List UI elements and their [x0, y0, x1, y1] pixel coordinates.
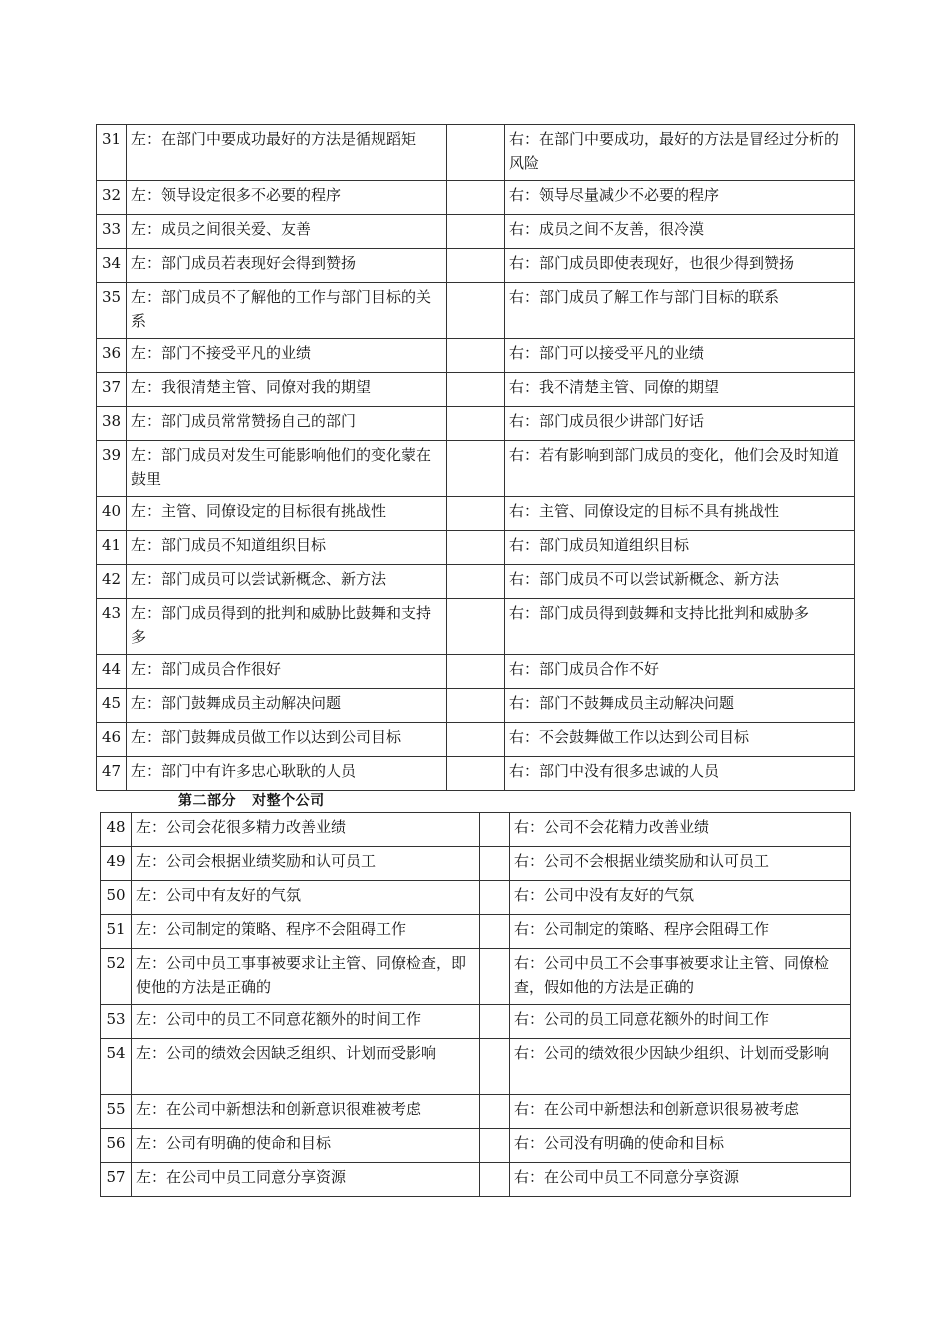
left-statement: 左：公司中有友好的气氛 — [132, 881, 480, 915]
left-statement: 左：部门成员若表现好会得到赞扬 — [127, 249, 447, 283]
rating-cell[interactable] — [447, 497, 505, 531]
item-number: 35 — [97, 283, 127, 339]
rating-cell[interactable] — [480, 1005, 510, 1039]
rating-cell[interactable] — [447, 283, 505, 339]
left-statement: 左：公司中的员工不同意花额外的时间工作 — [132, 1005, 480, 1039]
rating-cell[interactable] — [480, 813, 510, 847]
rating-cell[interactable] — [447, 565, 505, 599]
item-number: 39 — [97, 441, 127, 497]
left-statement: 左：领导设定很多不必要的程序 — [127, 181, 447, 215]
table-row — [97, 565, 855, 599]
table-row — [97, 283, 855, 339]
section-title-part2: 第二部分 对整个公司 — [178, 793, 325, 809]
table-row — [97, 249, 855, 283]
rating-cell[interactable] — [480, 1163, 510, 1197]
right-statement: 右：我不清楚主管、同僚的期望 — [505, 373, 855, 407]
left-statement: 左：部门成员合作很好 — [127, 655, 447, 689]
right-statement: 右：公司不会根据业绩奖励和认可员工 — [510, 847, 851, 881]
left-statement: 左：部门成员不知道组织目标 — [127, 531, 447, 565]
item-number: 50 — [101, 881, 132, 915]
left-statement: 左：部门鼓舞成员主动解决问题 — [127, 689, 447, 723]
right-statement: 右：公司制定的策略、程序会阻碍工作 — [510, 915, 851, 949]
table-row — [101, 881, 851, 915]
left-statement: 左：部门成员不了解他的工作与部门目标的关系 — [127, 283, 447, 339]
rating-cell[interactable] — [447, 407, 505, 441]
left-statement: 左：在部门中要成功最好的方法是循规蹈矩 — [127, 125, 447, 181]
item-number: 34 — [97, 249, 127, 283]
rating-cell[interactable] — [480, 847, 510, 881]
right-statement: 右：在公司中新想法和创新意识很易被考虑 — [510, 1095, 851, 1129]
rating-cell[interactable] — [447, 531, 505, 565]
table-row — [101, 1095, 851, 1129]
item-number: 45 — [97, 689, 127, 723]
left-statement: 左：公司的绩效会因缺乏组织、计划而受影响 — [132, 1039, 480, 1095]
item-number: 48 — [101, 813, 132, 847]
right-statement: 右：部门成员了解工作与部门目标的联系 — [505, 283, 855, 339]
table-row — [101, 949, 851, 1005]
item-number: 37 — [97, 373, 127, 407]
left-statement: 左：在公司中员工同意分享资源 — [132, 1163, 480, 1197]
table-row — [97, 373, 855, 407]
left-statement: 左：成员之间很关爱、友善 — [127, 215, 447, 249]
left-statement: 左：公司有明确的使命和目标 — [132, 1129, 480, 1163]
right-statement: 右：在公司中员工不同意分享资源 — [510, 1163, 851, 1197]
item-number: 38 — [97, 407, 127, 441]
table-row — [97, 441, 855, 497]
left-statement: 左：我很清楚主管、同僚对我的期望 — [127, 373, 447, 407]
rating-cell[interactable] — [447, 215, 505, 249]
right-statement: 右：在部门中要成功，最好的方法是冒经过分析的风险 — [505, 125, 855, 181]
rating-cell[interactable] — [447, 599, 505, 655]
table-row — [101, 1039, 851, 1095]
rating-cell[interactable] — [480, 1129, 510, 1163]
right-statement: 右：部门成员知道组织目标 — [505, 531, 855, 565]
item-number: 49 — [101, 847, 132, 881]
rating-cell[interactable] — [447, 689, 505, 723]
table-row — [97, 531, 855, 565]
right-statement: 右：公司没有明确的使命和目标 — [510, 1129, 851, 1163]
right-statement: 右：主管、同僚设定的目标不具有挑战性 — [505, 497, 855, 531]
item-number: 57 — [101, 1163, 132, 1197]
table-row — [101, 1005, 851, 1039]
table-row — [97, 407, 855, 441]
table-row — [97, 181, 855, 215]
part1-table — [96, 124, 855, 791]
right-statement: 右：若有影响到部门成员的变化，他们会及时知道 — [505, 441, 855, 497]
left-statement: 左：在公司中新想法和创新意识很难被考虑 — [132, 1095, 480, 1129]
rating-cell[interactable] — [480, 1039, 510, 1095]
rating-cell[interactable] — [480, 915, 510, 949]
item-number: 33 — [97, 215, 127, 249]
table-row — [101, 847, 851, 881]
item-number: 43 — [97, 599, 127, 655]
right-statement: 右：部门成员得到鼓舞和支持比批判和威胁多 — [505, 599, 855, 655]
table-row — [101, 1163, 851, 1197]
item-number: 46 — [97, 723, 127, 757]
item-number: 41 — [97, 531, 127, 565]
table-row — [97, 655, 855, 689]
right-statement: 右：公司中员工不会事事被要求让主管、同僚检查，假如他的方法是正确的 — [510, 949, 851, 1005]
right-statement: 右：部门成员合作不好 — [505, 655, 855, 689]
rating-cell[interactable] — [447, 655, 505, 689]
item-number: 32 — [97, 181, 127, 215]
left-statement: 左：主管、同僚设定的目标很有挑战性 — [127, 497, 447, 531]
rating-cell[interactable] — [447, 441, 505, 497]
right-statement: 右：成员之间不友善，很冷漠 — [505, 215, 855, 249]
left-statement: 左：部门成员可以尝试新概念、新方法 — [127, 565, 447, 599]
rating-cell[interactable] — [480, 949, 510, 1005]
right-statement: 右：部门成员很少讲部门好话 — [505, 407, 855, 441]
left-statement: 左：公司会根据业绩奖励和认可员工 — [132, 847, 480, 881]
item-number: 36 — [97, 339, 127, 373]
rating-cell[interactable] — [447, 339, 505, 373]
item-number: 51 — [101, 915, 132, 949]
left-statement: 左：公司会花很多精力改善业绩 — [132, 813, 480, 847]
table-row — [97, 723, 855, 757]
item-number: 53 — [101, 1005, 132, 1039]
item-number: 55 — [101, 1095, 132, 1129]
right-statement: 右：领导尽量减少不必要的程序 — [505, 181, 855, 215]
left-statement: 左：公司制定的策略、程序不会阻碍工作 — [132, 915, 480, 949]
item-number: 56 — [101, 1129, 132, 1163]
left-statement: 左：部门成员得到的批判和威胁比鼓舞和支持多 — [127, 599, 447, 655]
table-row — [97, 599, 855, 655]
left-statement: 左：公司中员工事事被要求让主管、同僚检查，即使他的方法是正确的 — [132, 949, 480, 1005]
item-number: 31 — [97, 125, 127, 181]
table-row — [101, 813, 851, 847]
right-statement: 右：公司的绩效很少因缺少组织、计划而受影响 — [510, 1039, 851, 1095]
table-row — [97, 757, 855, 791]
right-statement: 右：公司中没有友好的气氛 — [510, 881, 851, 915]
right-statement: 右：部门可以接受平凡的业绩 — [505, 339, 855, 373]
left-statement: 左：部门不接受平凡的业绩 — [127, 339, 447, 373]
table-row — [97, 125, 855, 181]
left-statement: 左：部门成员常常赞扬自己的部门 — [127, 407, 447, 441]
right-statement: 右：不会鼓舞做工作以达到公司目标 — [505, 723, 855, 757]
table-row — [97, 339, 855, 373]
rating-cell[interactable] — [447, 373, 505, 407]
item-number: 42 — [97, 565, 127, 599]
right-statement: 右：部门成员即使表现好，也很少得到赞扬 — [505, 249, 855, 283]
table-row — [97, 497, 855, 531]
right-statement: 右：公司的员工同意花额外的时间工作 — [510, 1005, 851, 1039]
right-statement: 右：部门中没有很多忠诚的人员 — [505, 757, 855, 791]
rating-cell[interactable] — [447, 723, 505, 757]
rating-cell[interactable] — [480, 1095, 510, 1129]
rating-cell[interactable] — [447, 757, 505, 791]
item-number: 40 — [97, 497, 127, 531]
rating-cell[interactable] — [447, 249, 505, 283]
rating-cell[interactable] — [480, 881, 510, 915]
left-statement: 左：部门成员对发生可能影响他们的变化蒙在鼓里 — [127, 441, 447, 497]
table-row — [101, 915, 851, 949]
item-number: 44 — [97, 655, 127, 689]
left-statement: 左：部门中有许多忠心耿耿的人员 — [127, 757, 447, 791]
right-statement: 右：公司不会花精力改善业绩 — [510, 813, 851, 847]
rating-cell[interactable] — [447, 181, 505, 215]
item-number: 52 — [101, 949, 132, 1005]
rating-cell[interactable] — [447, 125, 505, 181]
table-row — [101, 1129, 851, 1163]
right-statement: 右：部门不鼓舞成员主动解决问题 — [505, 689, 855, 723]
table-row — [97, 689, 855, 723]
left-statement: 左：部门鼓舞成员做工作以达到公司目标 — [127, 723, 447, 757]
item-number: 47 — [97, 757, 127, 791]
table-row — [97, 215, 855, 249]
item-number: 54 — [101, 1039, 132, 1095]
right-statement: 右：部门成员不可以尝试新概念、新方法 — [505, 565, 855, 599]
part2-table — [100, 812, 851, 1197]
